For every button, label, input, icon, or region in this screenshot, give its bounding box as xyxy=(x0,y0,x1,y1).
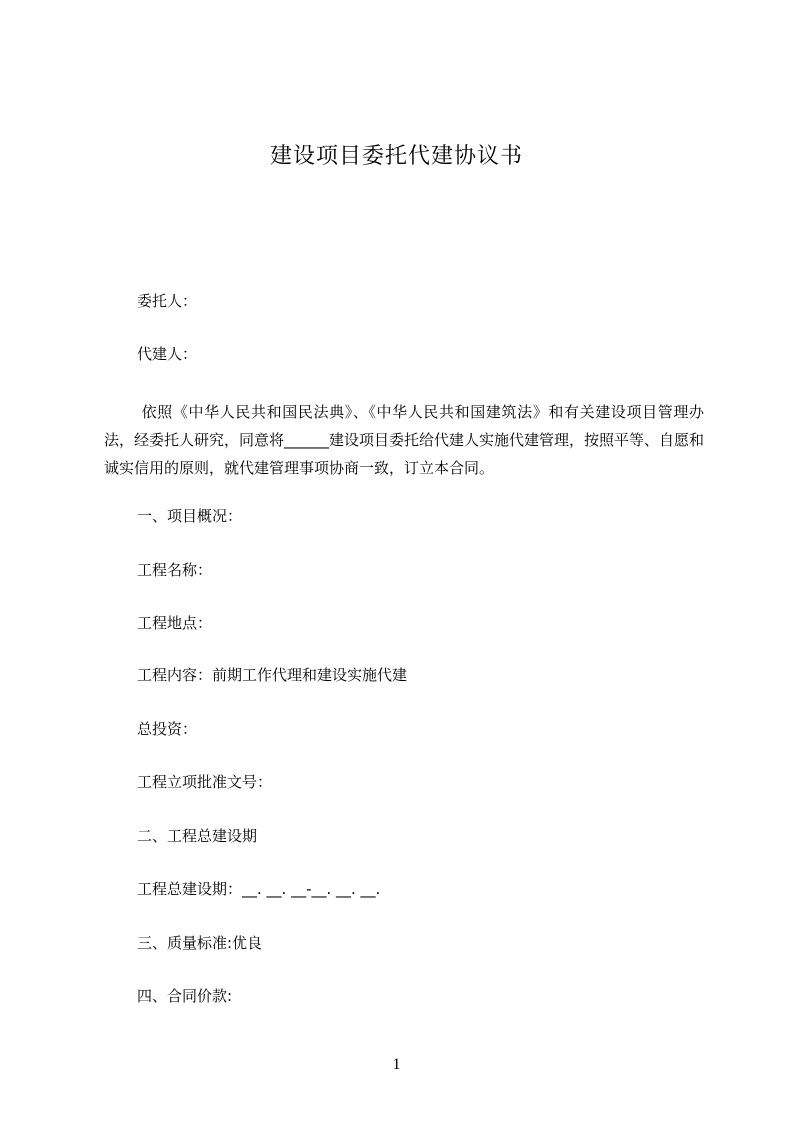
section-quality-standard-heading: 三、质量标准:优良 xyxy=(137,934,263,952)
section-project-overview-heading: 一、项目概况： xyxy=(137,507,243,525)
principal-label: 委托人： xyxy=(137,292,198,310)
total-investment-label: 总投资： xyxy=(137,720,198,738)
section-contract-price-heading: 四、合同价款: xyxy=(137,987,233,1005)
total-construction-period-line: 工程总建设期：__. __. __-__. __. __. xyxy=(137,880,381,898)
approval-number-label: 工程立项批准文号： xyxy=(137,773,273,791)
section-construction-period-heading: 二、工程总建设期 xyxy=(137,827,258,845)
page-number: 1 xyxy=(392,1056,401,1073)
project-location-label: 工程地点： xyxy=(137,614,213,632)
intro-text: 依照《中华人民共和国民法典》、《中华人民共和国建筑法》和有关建设项目管理办法，经委托人研究，同意将______建设项目委托给代建人实施代建管理，按照平等、自愿和诚实信用的原则，就代建管理事项协商一致，订立本合同。 xyxy=(104,403,705,477)
project-name-label: 工程名称： xyxy=(137,561,213,579)
agent-label: 代建人： xyxy=(137,345,198,363)
document-title: 建设项目委托代建协议书 xyxy=(269,144,523,169)
project-content-line: 工程内容：前期工作代理和建设实施代建 xyxy=(137,666,408,684)
intro-paragraph xyxy=(104,398,704,482)
